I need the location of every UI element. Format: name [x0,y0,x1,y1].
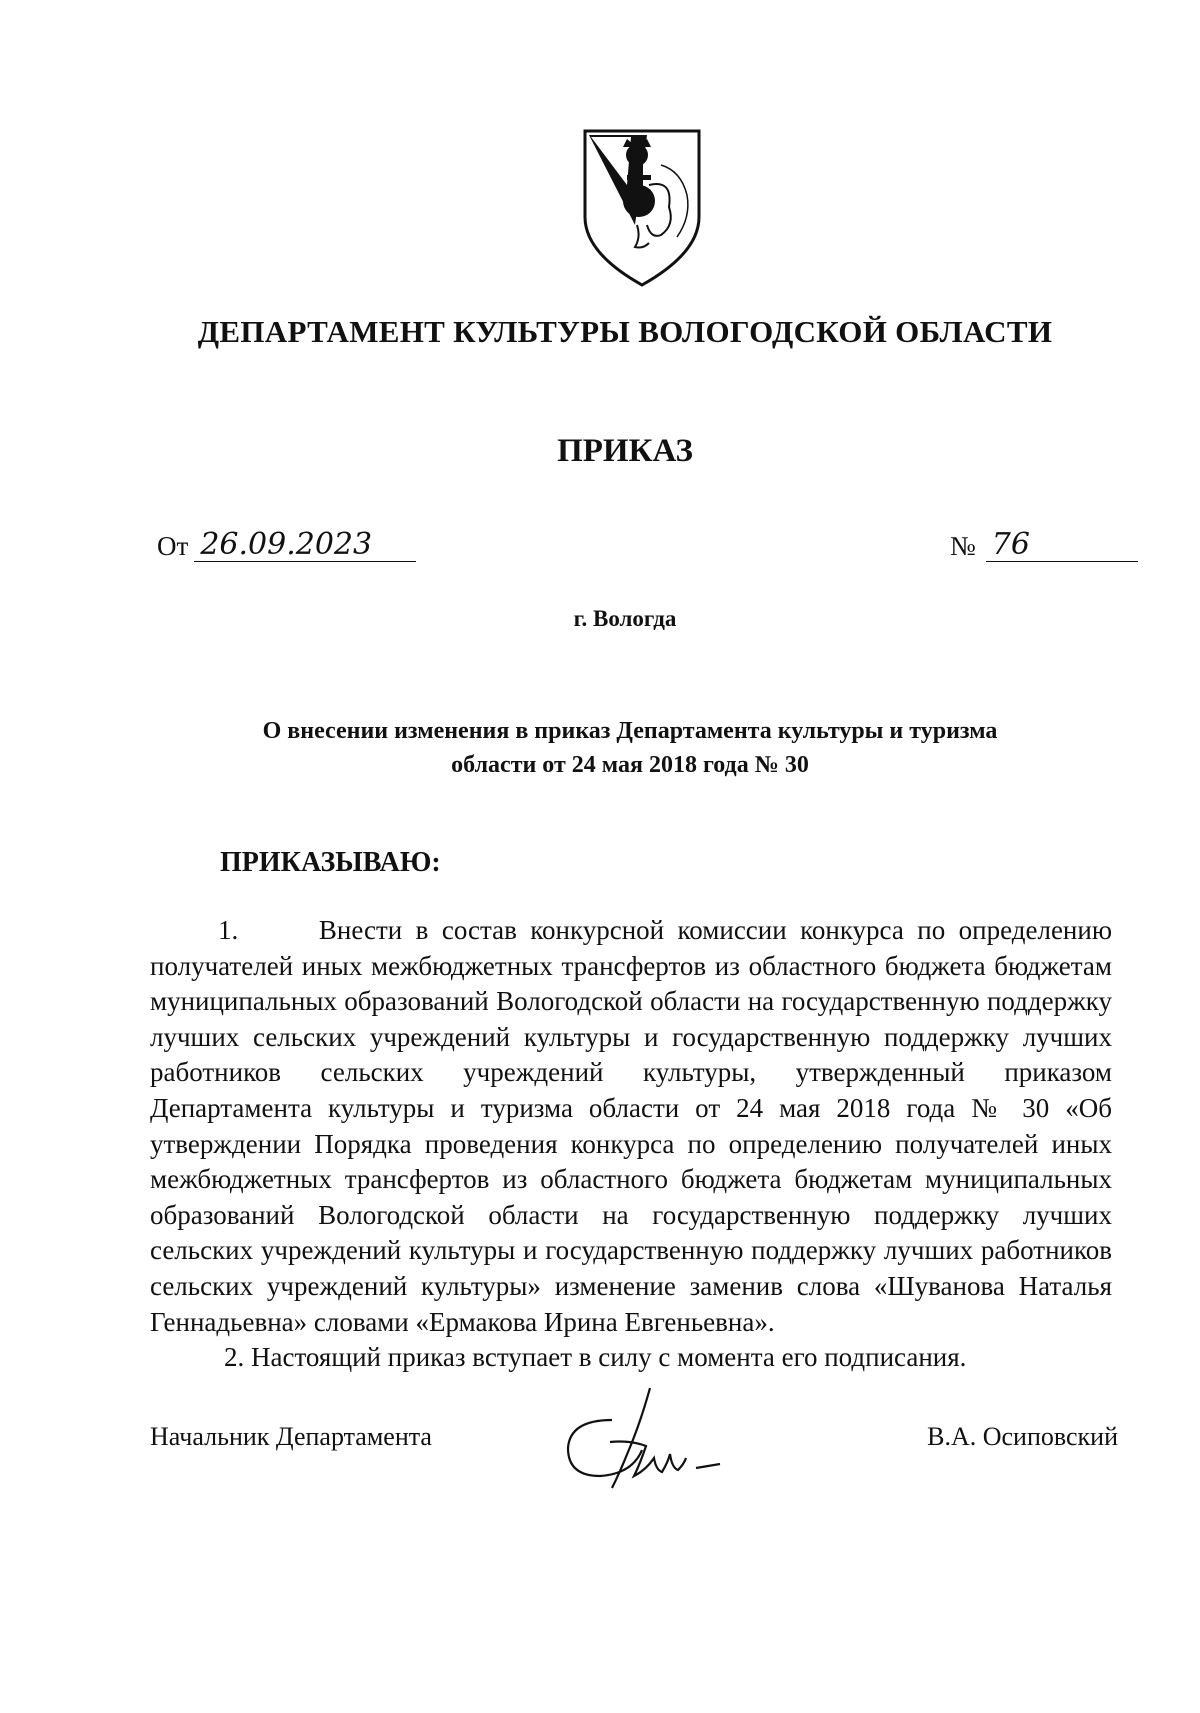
signer-position: Начальник Департамента [150,1422,432,1451]
number-prefix: № [950,531,976,561]
date-value: 26.09.2023 [194,530,416,562]
department-title: ДЕПАРТАМЕНТ КУЛЬТУРЫ ВОЛОГОДСКОЙ ОБЛАСТИ [197,314,1053,349]
signer-name: В.А. Осиповский [927,1422,1118,1451]
number-field [950,527,1138,562]
subject-line-2: области от 24 мая 2018 года № 30 [451,752,809,778]
date-prefix: От [157,531,189,561]
directive-heading: ПРИКАЗЫВАЮ: [220,847,441,878]
order-subject [150,714,1110,782]
handwritten-signature [550,1380,740,1495]
date-field [157,527,416,562]
coat-of-arms-icon [577,125,707,290]
paragraph-1: 1. Внести в состав конкурсной комиссии конкурса по определению получателей иных межбюджетных трансфертов из областного бюджета бюджетам муниципальных образований Вологодской области на государственную поддержку лучших сельских учреждений культуры и государственную поддержку лучших работников сельских учреждений культуры, утвержденный приказом Департамента культуры и туризма области от 24 мая 2018 года № 30 «Об утверждении Порядка проведения конкурса по определению получателей иных межбюджетных трансфертов из областного бюджета бюджетам муниципальных образований Вологодской области на государственную поддержку лучших сельских учреждений культуры и государственную поддержку лучших работников сельских учреждений культуры» изменение заменив слова «Шуванова Наталья Геннадьевна» словами «Ермакова Ирина Евгеньевна». [150,915,1112,1337]
city-label: г. Вологда [573,606,677,631]
subject-line-1: О внесении изменения в приказ Департамента культуры и туризма [262,718,998,744]
document-type-title: ПРИКАЗ [557,433,693,469]
paragraph-2: 2. Настоящий приказ вступает в силу с момента его подписания. [224,1342,967,1373]
order-body [150,913,1112,1376]
number-value: 76 [986,530,1138,562]
